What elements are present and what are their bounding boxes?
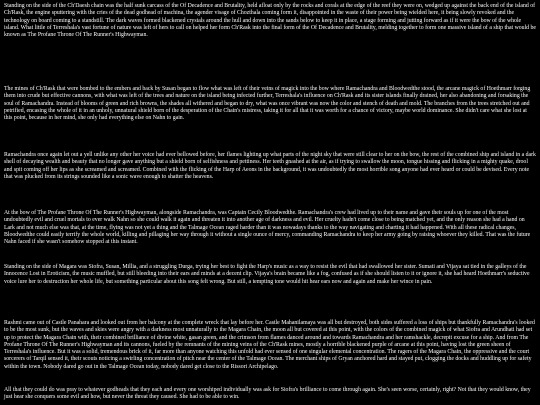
paragraph: All that they could do was pray to whatever godheads that they each and every one worshiped individually was ask for Siofra's brilliance to come through again. She's seen worse, certainly, right? Not that they would know, they just hear she conquers some evil and how, but never the threat they caused. She had to be able to win. <box>4 387 531 401</box>
paragraph: Standing on the side of the Ch'Daesh chain was the half sunk carcass of the Of Decadence and Brutality, held afloat only by the rocks and corals at the edge of the reef they were on, wedged up against the back end of the island of Ch'Rask, the engine sputtering with the cries of the dead godhead of machina, the agender visage of Chozthala coming form it, disappointed in the waste of their power being wielded here, it being slowly revoked and the technology on board coming to a standstill. The dark waves formed blackened crystals around the hull and down into the sands below to keep it in place, a stage forming and jutting forward as if it were the bow of the whole island. What little of Terreshala's vast fortune of nature was left of hers to call on helped her form Ch'Rask into the final form of the Of Decadence and Brutality, melding together to form one massive island of a ship that would be known as The Profane Throne Of The Runner's Highwayman. <box>4 3 537 39</box>
paragraph: At the bow of The Profane Throne Of The Runner's Highwayman, alongside Ramachandra, was Captain Cecily Bloodwedthe. Ramachandra's crew had lived up to their name and gave their souls up for one of the most undoubtedly evil and cruel mortals to ever walk Nahn so she could walk it again and threaten it into another age of darkness and evil. Her cruelty hadn't come close to being matched yet, and the only reason she had a hand on Lark and not much else was that, at the time, flying was not yet a thing and the Talmage Ocean raged harder than it was nowadays thanks to the way navigating and charting it had happened. With all these radical changes, Bloodwedthe could easily terrify the whole world, killing and pillaging her way through it without a single ounce of mercy, commanding Ramachandra to keep her army going by raising whoever they killed. That was the future Nahn faced if she wasn't somehow stopped at this instant. <box>4 210 531 246</box>
paragraph: The mines of Ch'Rask that were bombed to the embers and back by Susan began to flow what was left of their veins of magick into the bow where Ramachandra and Bloodwedthe stood, the arcane magick of Hoethmarr forging them into crude but effective cannons, with what was left of the trees and nature on the island being infected further, Terreshala's influence on Ch'Rask and its sister islands finally drained, her also abandoning and forsaking the soul of Ramachandra. Instead of blooms of green and rich browns, the shades all withered and began to dry, what was once vibrant was now the color and stench of death and mold. The branches from the trees stretched out and petrified, encasing the whole of it in an unholy, unnatural shield born of the desperation of the Chain's mistress, taking it for all that it was worth for a chance of victory, maybe world dominance. She didn't care what she lost at this point, because in her mind, she only had everything else on Nahn to gain. <box>4 86 531 122</box>
paragraph: Standing on the side of Magara was Siofra, Susan, Millia, and a struggling Durga, trying her best to fight the Harp's music as a way to resist the evil that had swallowed her sister. Sumati and Vijaya sat tied in the galleys of the Innocence Lost in Eroticism, the music muffled, but still bleeding into their ears and minds at a decent clip. Vijaya's brain became like a fog, confused as if she should listen to it or ignore it, she had heard Hoethmarr's seductive voice lure her to destruction her whole life, but something particular about this song felt wrong. But still, a tempting tone would hit hear ears now and again and make her wince in pain. <box>4 264 530 285</box>
paragraph: Rashmi came out of Castle Panahara and looked out from her balcony at the complete wreck that lay before her. Castle Mahanilamaya was all but destroyed, both sides suffered a loss of ships but thankfully Ramachandra's looked to be the most sunk, but the waves and skies were angry with a darkness most unnaturally to the Magara Chain, the moon all but covered at this point, with the colors of the combined magick of what Siofra and Arundhati had set up to protect the Magara Chain with, their combined brilliance of divine white, gasan green, and the crimson from flames danced around and towards Ramachandra and her ramshackle, decrepit excuse for a ship. And from The Profane Throne Of The Runner's Highwayman and its cannons, fueled by the remnants of the mining veins of the Ch'Rask mines, mostly a horrible blackened purple of arcane at this point, having lost the green sheen of Terreshala's influence. But it was a solid, tremendous brick of it, far more than anyone watching this unfold had ever sensed of one singular elemental concentration. The ragers of the Magara Chain, the oppressive and the court sorcerers of Tarqil sensed it, their scouts noticing a swirling concentration of pitch near the center of the Talmage Ocean. The merchant ships of Gryan anchored hard and stayed put, clogging the docks and huddling up for safety within the town. Nobody dared go out in the Talmage Ocean today, nobody dared get close to the Rissori Archipelago. <box>4 320 535 370</box>
paragraph: Ramachandra once again let out a yell unlike any other her voice had ever bellowed before, her flames lighting up what parts of the night sky that were still clear to her on the bow, the rest of the combined ship and island in a dark shell of decaying wealth and beauty that no longer gave anything but a shield born of selfishness and pettiness. Her teeth gnashed at the air, as if trying to swallow the moon, tongue hissing and flicking in a mighty quake, drool and spit coming off her lips as she screamed and screamed. Combined with the flicking of the Harp of Aeons in the background, it was undoubtedly the most horrible song anyone had ever heard or could be devised. Every note that was plucked from its strings sounded like a sonic wave enough to shatter the heavens. <box>4 152 536 180</box>
